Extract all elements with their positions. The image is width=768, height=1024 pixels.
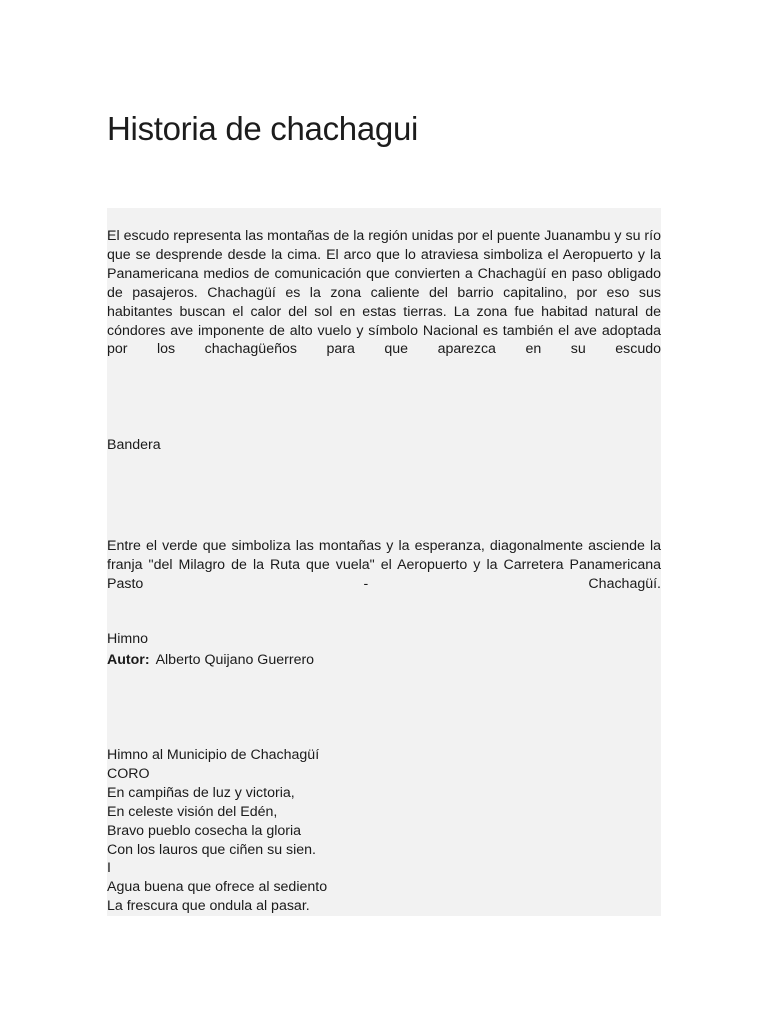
lyric-line: En campiñas de luz y victoria, (107, 784, 295, 801)
himno-heading: Himno (107, 631, 148, 647)
autor-label: Autor: (107, 652, 150, 668)
lyric-line: Himno al Municipio de Chachagüí (107, 747, 320, 763)
lyric-line: Bravo pueblo cosecha la gloria (107, 822, 302, 839)
autor-line (107, 651, 661, 670)
lyric-line: Con los lauros que ciñen su sien. (107, 841, 316, 858)
lyric-line: I (107, 860, 111, 877)
bandera-heading: Bandera (107, 437, 161, 453)
lyric-line: La frescura que ondula al pasar. (107, 898, 310, 915)
lyric-line: CORO (107, 765, 150, 782)
bandera-paragraph: Entre el verde que simboliza las montañas y la esperanza, diagonalmente asciende la franja "del Milagro de la Ruta que vuela" el Aeropuerto y la Carretera Panamericana Pasto - Chachagüí. (107, 538, 661, 592)
lyric-line: Agua buena que ofrece al sediento (107, 879, 328, 896)
page-title: Historia de chachagui (107, 110, 419, 147)
autor-name: Alberto Quijano Guerrero (155, 652, 315, 668)
himno-lyrics (107, 746, 661, 916)
lyric-line: En celeste visión del Edén, (107, 803, 278, 820)
escudo-paragraph: El escudo representa las montañas de la región unidas por el puente Juanambu y su río que se desprende desde la cima. El arco que lo atraviesa simboliza el Aeropuerto y la Panamericana medios de comunicación que convierten a Chachagüí en paso obligado de pasajeros. Chachagüí es la zona caliente del barrio capitalino, por eso sus habitantes buscan el calor del sol en estas tierras. La zona fue habitad natural de cóndores ave imponente de alto vuelo y símbolo Nacional es también el ave adoptada por los chachagüeños para que aparezca en su escudo (107, 228, 661, 358)
